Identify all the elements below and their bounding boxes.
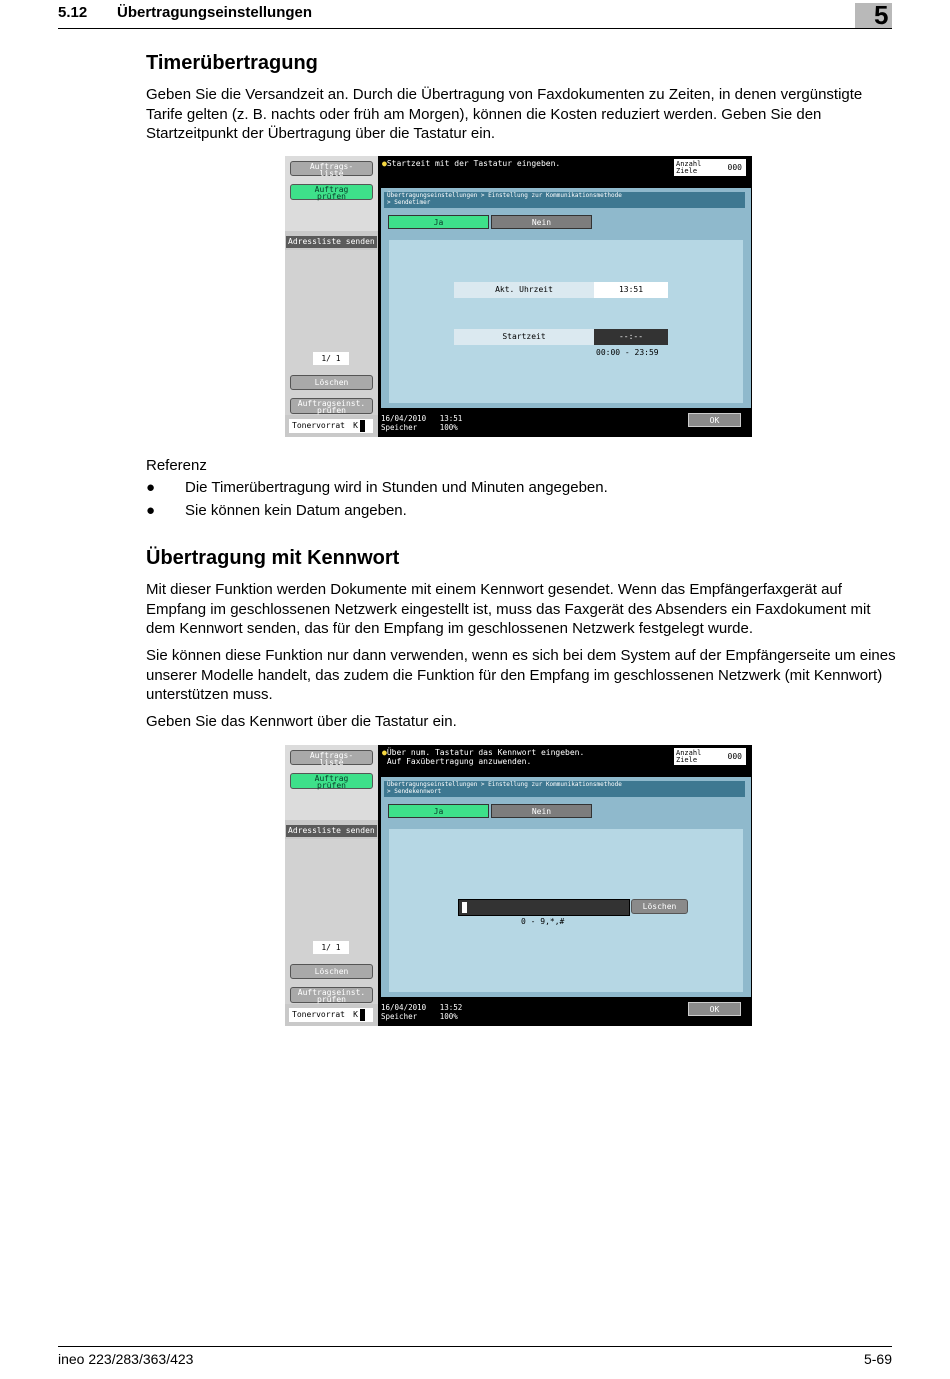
timer-heading: Timerübertragung: [146, 52, 318, 74]
breadcrumb: Übertragungseinstellungen > Einstellung zur Kommunikationsmethode > Sendetimer: [384, 192, 745, 208]
toner-k-label: K: [353, 1010, 358, 1019]
no-button[interactable]: Nein: [491, 215, 592, 229]
destination-counter: [674, 748, 746, 765]
job-settings-button[interactable]: Auftragseinst. prüfen: [290, 398, 373, 414]
delete-button[interactable]: Löschen: [290, 964, 373, 979]
section-title: Übertragungseinstellungen: [117, 4, 313, 21]
job-settings-button[interactable]: Auftragseinst. prüfen: [290, 987, 373, 1003]
message-text: Startzeit mit der Tastatur eingeben.: [386, 159, 561, 168]
address-list-button[interactable]: Adressliste senden: [286, 236, 377, 248]
chapter-number: 5: [874, 0, 889, 30]
destination-label: Anzahl Ziele: [676, 160, 702, 175]
yes-button[interactable]: Ja: [388, 804, 489, 818]
text-cursor: [462, 902, 467, 913]
toner-level-bar: [360, 420, 365, 432]
clear-button[interactable]: Löschen: [631, 899, 688, 914]
destination-value: 000: [727, 752, 742, 761]
left-panel: [285, 156, 378, 437]
current-time-label: Akt. Uhrzeit: [454, 282, 594, 298]
timer-paragraph: Geben Sie die Versandzeit an. Durch die Übertragung von Faxdokumenten zu Zeiten, in denen vergünstigte Tarife gelten (z. B. nachts oder früh am Morgen), können die Kosten reduziert werden. Geben Sie den Startzeitpunkt der Übertragung über die Tastatur ein.: [146, 86, 863, 142]
destination-counter: [674, 159, 746, 176]
ok-button[interactable]: OK: [688, 413, 741, 427]
job-list-button[interactable]: Auftrags- liste: [290, 161, 373, 176]
password-paragraph-3: Geben Sie das Kennwort über die Tastatur ein.: [146, 713, 457, 730]
screenshot-password: [285, 745, 752, 1026]
reference-label: Referenz: [146, 457, 207, 474]
check-job-button[interactable]: Auftrag prüfen: [290, 773, 373, 789]
footer-rule: [58, 1346, 892, 1347]
message-text: Über num. Tastatur das Kennwort eingeben. Auf Faxübertragung anzuwenden.: [386, 748, 585, 766]
main-area: [381, 777, 751, 997]
allowed-characters: 0 - 9,*,#: [521, 917, 565, 926]
footer-model: ineo 223/283/363/423: [58, 1351, 194, 1367]
toner-k-label: K: [353, 421, 358, 430]
breadcrumb: Übertragungseinstellungen > Einstellung zur Kommunikationsmethode > Sendekennwort: [384, 781, 745, 797]
password-paragraph-2: Sie können diese Funktion nur dann verwenden, wenn es sich bei dem System auf der Empfängerseite um eines unserer Modelle handelt, das zudem die Funktion für den Empfang im geschlossenen Netzwerk (mit Kennwort) unterstützen muss.: [146, 647, 896, 703]
screenshot-timer: [285, 156, 752, 437]
section-number: 5.12: [58, 4, 88, 21]
start-time-input[interactable]: --:--: [594, 329, 668, 345]
lightbulb-icon: ●: [382, 159, 387, 168]
footer-page-number: 5-69: [863, 1351, 892, 1367]
current-time-value: 13:51: [594, 282, 668, 298]
status-bar: 16/04/2010 13:52 Speicher 100%: [381, 1003, 463, 1021]
bullet-item: Sie können kein Datum angeben.: [185, 502, 407, 519]
toner-level-bar: [360, 1009, 365, 1021]
destination-value: 000: [727, 163, 742, 172]
password-heading: Übertragung mit Kennwort: [146, 547, 400, 569]
password-input[interactable]: [458, 899, 630, 916]
check-job-button[interactable]: Auftrag prüfen: [290, 184, 373, 200]
lightbulb-icon: ●: [382, 748, 387, 757]
header-rule: [58, 28, 892, 29]
bullet-icon: ●: [146, 502, 156, 519]
yes-button[interactable]: Ja: [388, 215, 489, 229]
toner-label: Tonervorrat: [292, 1010, 345, 1019]
bullet-icon: ●: [146, 479, 156, 496]
destination-label: Anzahl Ziele: [676, 749, 702, 764]
password-paragraph-1: Mit dieser Funktion werden Dokumente mit einem Kennwort gesendet. Wenn das Empfängerfaxgerät auf Empfang im geschlossenen Netzwerk eingestellt ist, muss das Faxgerät des Absenders ein Faxdokument mit dem Kennwort senden, das für den Empfang im geschlossenen Netzwerk festgelegt wurde.: [146, 581, 871, 637]
settings-panel: [389, 829, 743, 992]
toner-indicator: [289, 1008, 373, 1022]
address-list-button[interactable]: Adressliste senden: [286, 825, 377, 837]
job-list-button[interactable]: Auftrags- liste: [290, 750, 373, 765]
delete-button[interactable]: Löschen: [290, 375, 373, 390]
ok-button[interactable]: OK: [688, 1002, 741, 1016]
toner-label: Tonervorrat: [292, 421, 345, 430]
no-button[interactable]: Nein: [491, 804, 592, 818]
page-counter: 1/ 1: [313, 941, 349, 954]
settings-panel: [389, 240, 743, 403]
page-counter: 1/ 1: [313, 352, 349, 365]
message-line: [382, 748, 672, 766]
main-area: [381, 188, 751, 408]
time-range: 00:00 - 23:59: [596, 348, 659, 357]
toner-indicator: [289, 419, 373, 433]
message-line: [382, 159, 672, 168]
status-bar: 16/04/2010 13:51 Speicher 100%: [381, 414, 463, 432]
bullet-item: Die Timerübertragung wird in Stunden und Minuten angegeben.: [185, 479, 608, 496]
start-time-label: Startzeit: [454, 329, 594, 345]
left-panel: [285, 745, 378, 1026]
